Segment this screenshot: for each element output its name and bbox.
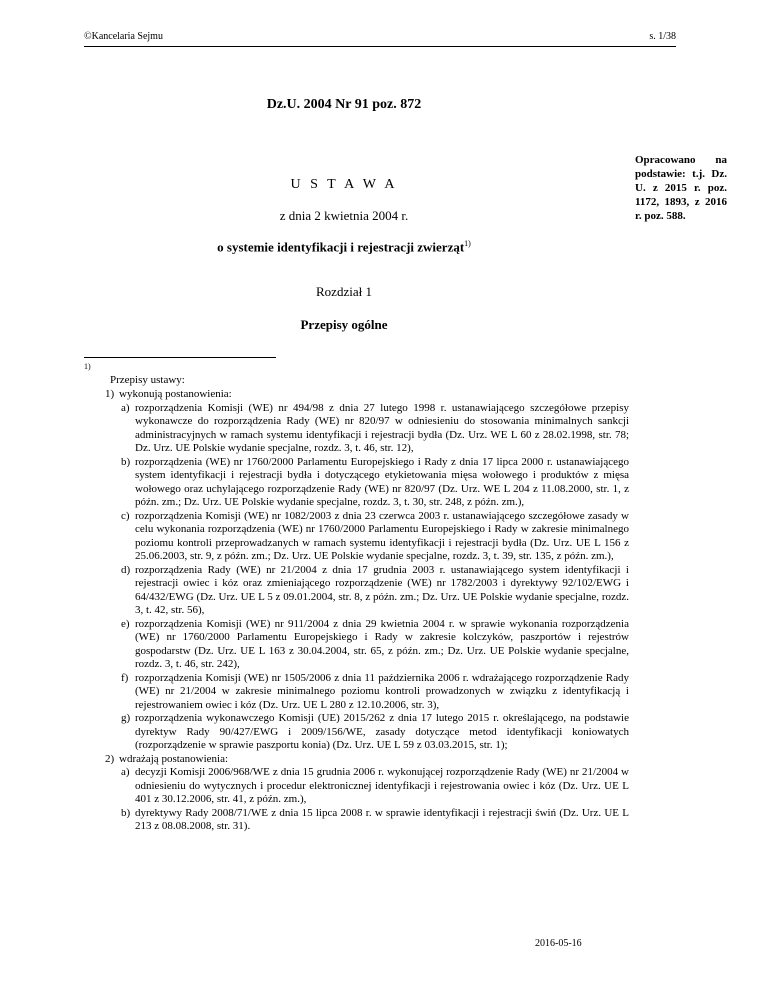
section-label: wdrażają postanowienia: — [119, 752, 229, 765]
footnote-item — [105, 766, 629, 807]
footnote-item — [105, 456, 629, 510]
item-number: e) — [121, 617, 130, 630]
footnote-section — [105, 388, 629, 402]
item-number: d) — [121, 563, 131, 576]
act-subject-text: o systemie identyfikacji i rejestracji zwierząt — [217, 239, 465, 255]
chapter-number: Rozdział 1 — [316, 284, 372, 299]
header-divider — [84, 46, 676, 47]
chapter-title: Przepisy ogólne — [300, 317, 388, 332]
footnote-item — [105, 672, 629, 713]
item-text: dyrektywy Rady 2008/71/WE z dnia 15 lipca 2008 r. w sprawie identyfikacji i rejestracji świń (Dz. Urz. UE L 213 z 08.08.2008, str. 31). — [135, 806, 629, 832]
item-number: g) — [121, 712, 131, 724]
footnote-section — [105, 753, 629, 767]
item-text: rozporządzenia Komisji (WE) nr 1505/2006 z dnia 11 października 2006 r. wdrażającego rozporządzenie Rady (WE) nr 21/2004 w zakresie minimalnego poziomu kontroli prowadzonych w związku z identyfikacją i rejestrowaniem owiec i kóz (Dz. Urz. UE L 280 z 12.10.2006, str. 3), — [135, 671, 629, 711]
header-publisher: ©Kancelaria Sejmu — [84, 31, 163, 42]
footnote-item — [105, 402, 629, 456]
footnote-item — [105, 618, 629, 672]
act-date: z dnia 2 kwietnia 2004 r. — [279, 208, 409, 223]
document-date: 2016-05-16 — [535, 938, 582, 949]
item-text: decyzji Komisji 2006/968/WE z dnia 15 grudnia 2006 r. wykonującej rozporządzenie Rady (WE) nr 21/2004 w odniesieniu do wytycznych i procedur elektronicznej identyfikacji i rejestrowania owiec i kóz (Dz. Urz. UE L 401 z 30.12.2006, str. 41, z późn. zm.), — [135, 766, 629, 805]
publication-reference: Dz.U. 2004 Nr 91 poz. 872 — [266, 97, 422, 112]
item-text: rozporządzenia Komisji (WE) nr 911/2004 z dnia 29 kwietnia 2004 r. w sprawie wykonania rozporządzenia (WE) nr 1760/2000 Parlamentu Europejskiego i Rady w zakresie kolczyków, paszportów i rejestrów gospodarstw (Dz. Urz. UE L 163 z 30.04.2004, str. 65, z późn. zm.; Dz. Urz. UE Polskie wydanie specjalne, rozdz. 3, t. 46, str. 242), — [135, 617, 629, 670]
footnote-list — [105, 388, 629, 834]
item-number: a) — [121, 401, 130, 414]
footnote-intro: Przepisy ustawy: — [110, 374, 185, 386]
item-text: rozporządzenia (WE) nr 1760/2000 Parlamentu Europejskiego i Rady z dnia 17 lipca 2000 r. ustanawiającego system identyfikacji i rejestracji bydła i dotyczącego etykietowania mięsa wołowego i produktów z mięsa wołowego oraz uchylającego rozporządzenie Rady (WE) nr 820/97 (Dz. Urz. WE L 204 z 11.08.2000, str. 1, z późn. zm.; Dz. Urz. UE Polskie wydanie specjalne, rozdz. 3, t. 30, str. 248, z późn. zm.), — [135, 455, 629, 508]
footnote-mark: 1) — [84, 362, 91, 371]
act-type: U S T A W A — [290, 177, 398, 192]
item-text: rozporządzenia Komisji (WE) nr 1082/2003 z dnia 23 czerwca 2003 r. ustanawiającego szczegółowe zasady w celu wykonania rozporządzenia (WE) nr 1760/2000 Parlamentu Europejskiego i Rady w zakresie minimalnego poziomu kontroli przeprowadzanych w ramach systemu identyfikacji i rejestracji bydła (Dz. Urz. UE L 156 z 25.06.2003, str. 9, z późn. zm.; Dz. Urz. UE Polskie wydanie specjalne, rozdz. 3, t. 39, str. 135, z późn. zm.), — [135, 509, 629, 562]
consolidation-note: Opracowano na podstawie: t.j. Dz. U. z 2015 r. poz. 1172, 1893, z 2016 r. poz. 588. — [635, 154, 727, 222]
item-number: a) — [121, 766, 130, 778]
item-number: b) — [121, 455, 131, 468]
item-number: f) — [121, 671, 129, 684]
footnote-item — [105, 510, 629, 564]
footnote-divider — [84, 357, 276, 358]
act-subject — [84, 239, 604, 255]
section-number: 1) — [105, 388, 115, 400]
footnote-item — [105, 564, 629, 618]
page-number: s. 1/38 — [649, 31, 676, 42]
item-text: rozporządzenia Komisji (WE) nr 494/98 z dnia 27 lutego 1998 r. ustanawiającego szczegółowe przepisy wykonawcze do rozporządzenia Rady (WE) nr 820/97 w odniesieniu do stosowania minimalnych sankcji administracyjnych w ramach systemu identyfikacji i rejestracji bydła (Dz. Urz. WE L 60 z 28.02.1998, str. 78; Dz. Urz. UE Polskie wydanie specjalne, rozdz. 3, t. 46, str. 12), — [135, 401, 629, 454]
item-text: rozporządzenia wykonawczego Komisji (UE) 2015/262 z dnia 17 lutego 2015 r. określającego, na podstawie dyrektyw Rady 90/427/EWG i 2009/156/WE, zasady dotyczące metod identyfikacji koniowatych (rozporządzenie w sprawie paszportu konia) (Dz. Urz. UE L 59 z 03.03.2015, str. 1); — [135, 712, 629, 751]
item-number: c) — [121, 509, 130, 522]
item-number: b) — [121, 806, 131, 819]
footnote-item — [105, 807, 629, 834]
section-label: wykonują postanowienia: — [119, 388, 232, 400]
section-number: 2) — [105, 752, 115, 765]
footnote-reference: 1) — [464, 239, 471, 248]
footnote-item — [105, 712, 629, 753]
item-text: rozporządzenia Rady (WE) nr 21/2004 z dnia 17 grudnia 2003 r. ustanawiającego system identyfikacji i rejestracji owiec i kóz oraz zmieniającego rozporządzenie (WE) nr 1782/2003 i dyrektywy 92/102/EWG i 64/432/EWG (Dz. Urz. UE L 5 z 09.01.2004, str. 8, z późn. zm.; Dz. Urz. UE Polskie wydanie specjalne, rozdz. 3, t. 42, str. 56), — [135, 563, 629, 616]
